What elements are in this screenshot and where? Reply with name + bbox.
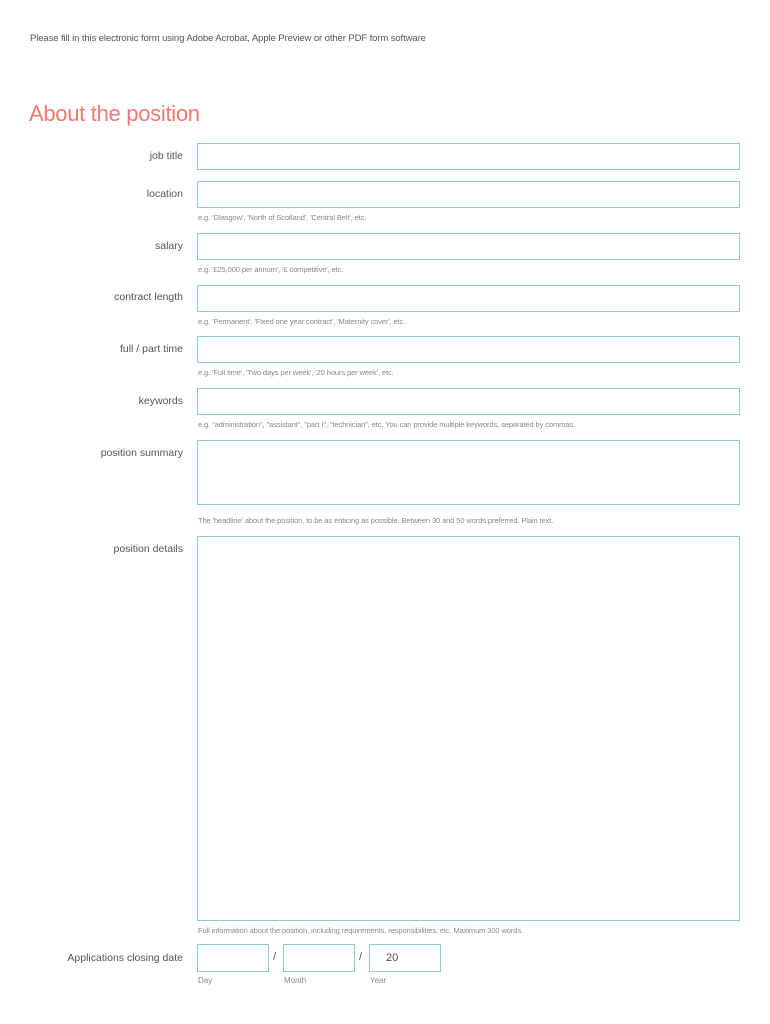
date-separator: / (359, 951, 363, 963)
full-part-time-hint: e.g. 'Full time', 'Two days per week', '20 hours per week', etc. (198, 368, 394, 377)
salary-field[interactable] (197, 233, 740, 260)
position-summary-label: position summary (100, 447, 183, 459)
contract-length-label: contract length (114, 291, 183, 303)
day-sublabel: Day (198, 976, 213, 985)
job-title-field[interactable] (197, 143, 740, 170)
location-label: location (146, 188, 183, 200)
closing-date-label: Applications closing date (67, 952, 183, 964)
month-sublabel: Month (284, 976, 307, 985)
keywords-hint: e.g. "administration", "assistant", "part I", "technician", etc. You can provide multiple keywords, separated by commas. (198, 420, 575, 429)
position-details-label: position details (113, 543, 183, 555)
closing-day-field[interactable] (197, 944, 269, 972)
position-details-field[interactable] (197, 536, 740, 921)
full-part-time-field[interactable] (197, 336, 740, 363)
salary-label: salary (154, 240, 183, 252)
closing-month-field[interactable] (283, 944, 355, 972)
position-summary-hint: The 'headline' about the position, to be as enticing as possible. Between 30 and 50 words preferred. Plain text. (198, 516, 554, 525)
contract-length-hint: e.g. 'Permanent', 'Fixed one year contract', 'Maternity cover', etc. (198, 317, 406, 326)
closing-year-field[interactable]: 20 (369, 944, 441, 972)
position-summary-field[interactable] (197, 440, 740, 505)
date-separator: / (273, 951, 277, 963)
location-hint: e.g. 'Glasgow', 'North of Scotland', 'Central Belt', etc. (198, 213, 367, 222)
contract-length-field[interactable] (197, 285, 740, 312)
year-sublabel: Year (370, 976, 387, 985)
section-heading: About the position (29, 101, 200, 126)
keywords-label: keywords (138, 395, 183, 407)
keywords-field[interactable] (197, 388, 740, 415)
location-field[interactable] (197, 181, 740, 208)
salary-hint: e.g. '£25,000 per annum', '£ competitive', etc. (198, 265, 344, 274)
job-title-label: job title (149, 150, 183, 162)
full-part-time-label: full / part time (119, 343, 183, 355)
position-details-hint: Full information about the position, including requirements, responsibilities, etc. Maximum 300 words. (198, 926, 523, 935)
form-instructions: Please fill in this electronic form using Adobe Acrobat, Apple Preview or other PDF form software (30, 33, 426, 44)
